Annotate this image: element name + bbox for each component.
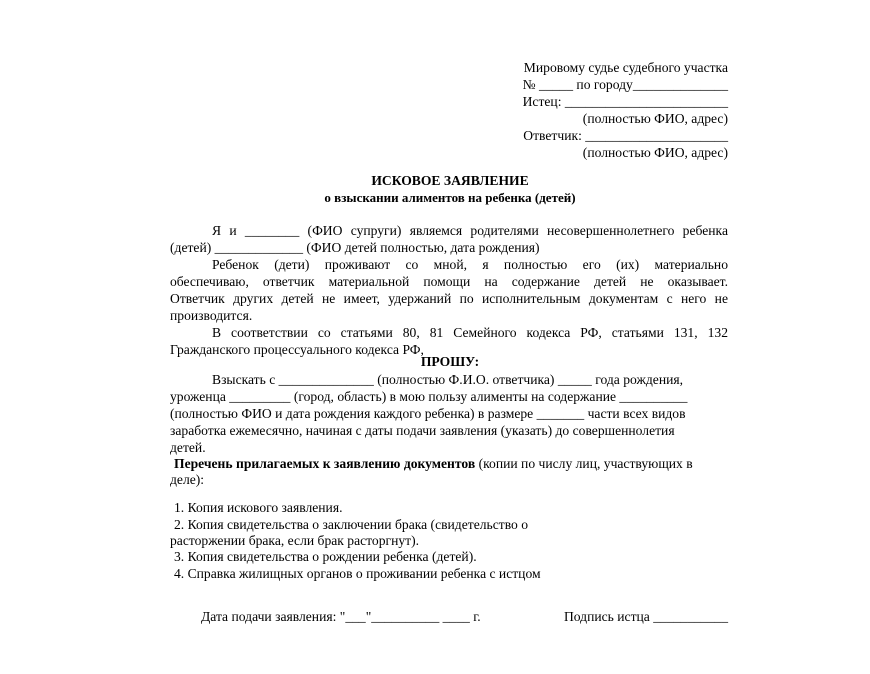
request-heading: ПРОШУ: [420,354,480,369]
paragraph-4-line-4: заработка ежемесячно, начиная с даты подачи заявления (указать) до совершеннолетия [170,423,675,438]
plaintiff-signature-field: Подпись истца ___________ [563,609,728,624]
list-item: 2. Копия свидетельства о заключении брака (свидетельство о [174,517,529,532]
page-subtitle: о взыскании алиментов на ребенка (детей) [324,190,576,205]
list-item: 1. Копия искового заявления. [174,500,343,515]
list-item: 4. Справка жилищных органов о проживании ребенка с истцом [174,566,541,581]
page-title: ИСКОВОЕ ЗАЯВЛЕНИЕ [371,173,529,188]
paragraph-4-line-3: (полностью ФИО и дата рождения каждого ребенка) в размере _______ части всех видов [170,406,686,421]
header-plaintiff: Истец: ________________________ [522,94,728,109]
paragraph-2-line-2: обеспечиваю, ответчик материальной помощи на содержание детей не оказывает. [170,274,728,289]
header-defendant-note: (полностью ФИО, адрес) [582,145,728,160]
paragraph-4-line-2: уроженца _________ (город, область) в мою пользу алименты на содержание __________ [170,389,688,404]
paragraph-1-line-1: Я и ________ (ФИО супруги) являемся родителями несовершеннолетнего ребенка [212,223,728,238]
header-defendant: Ответчик: _____________________ [523,128,728,143]
paragraph-4-line-5: детей. [170,440,206,455]
header-court: Мировому судье судебного участка [523,60,728,75]
attachments-heading-bold: Перечень прилагаемых к заявлению документов [174,456,476,471]
list-item: расторжении брака, если брак расторгнут). [170,533,420,548]
paragraph-4-line-1: Взыскать с ______________ (полностью Ф.И.О. ответчика) _____ года рождения, [212,372,684,387]
attachments-heading-rest: (копии по числу лиц, участвующих в [475,456,693,471]
header-plaintiff-note: (полностью ФИО, адрес) [582,111,728,126]
paragraph-1-line-2: (детей) _____________ (ФИО детей полностью, дата рождения) [170,240,540,255]
attachments-heading-line-2: деле): [170,472,205,487]
attachments-heading [174,455,693,472]
header-city: № _____ по городу______________ [522,77,728,92]
paragraph-3-line-1: В соответствии со статьями 80, 81 Семейного кодекса РФ, статьями 131, 132 [212,325,728,340]
list-item: 3. Копия свидетельства о рождении ребенка (детей). [174,549,477,564]
filing-date-field: Дата подачи заявления: "___"__________ ____ г. [201,609,481,624]
paragraph-2-line-4: производится. [170,308,253,323]
paragraph-3-line-2: Гражданского процессуального кодекса РФ, [170,342,424,357]
paragraph-2-line-1: Ребенок (дети) проживают со мной, я полностью его (их) материально [212,257,728,272]
paragraph-2-line-3: Ответчик других детей не имеет, удержаний по исполнительным документам с него не [170,291,728,306]
